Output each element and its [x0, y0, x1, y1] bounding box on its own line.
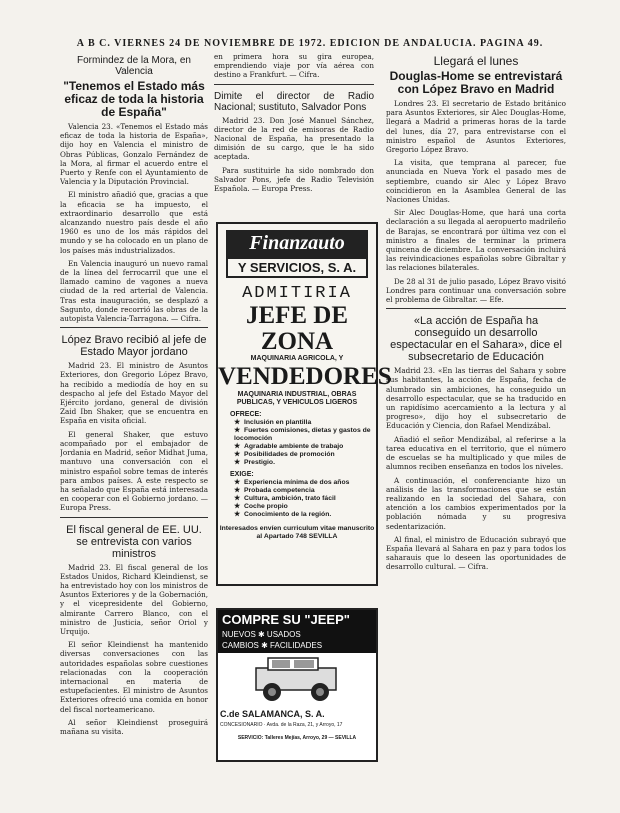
column-left: [60, 52, 208, 802]
ad-brand-sub: Y SERVICIOS, S. A.: [226, 257, 368, 278]
ad-ofrece-label: OFRECE:: [230, 411, 262, 418]
article-paragraph: Madrid 23. El fiscal general de los Estados Unidos, Richard Kleindienst, se ha entrevistado hoy con los ministros de Asuntos Exteriores y de la Gobernación, y el vicepresidente del Gobierno, almirante Carrero Blanco, con el ministro de Justicia, señor Oriol y Urquijo.: [60, 562, 208, 636]
article-paragraph: Valencia 23. «Tenemos el Estado más eficaz de toda la historia de España», dijo hoy en Valencia el ministro de Obras Públicas, Gonzalo Fernández de la Mora, al firmar el acuerdo entre el Puerto y Renfe con el Ayuntamiento de Valencia y la Diputación Provincial.: [60, 122, 208, 187]
article-kicker: Llegará el lunes: [433, 54, 519, 68]
list-item: ★ Cultura, ambición, trato fácil: [234, 495, 336, 502]
list-item: ★ Coche propio: [234, 503, 288, 510]
list-item: ★ Prestigio.: [234, 459, 275, 466]
article-headline: El fiscal general de EE. UU. se entrevista con varios ministros: [66, 523, 202, 560]
ad-exige-label: EXIGE:: [230, 471, 254, 478]
list-item: ★ Agradable ambiente de trabajo: [234, 443, 344, 450]
article-paragraph: Al final, el ministro de Educación subrayó que España llevará al Sahara en paz y para todos los saharauis que lo deseen las oportunidades de desarrollo cultural. — Cifra.: [386, 534, 566, 572]
ad-maquinaria: MAQUINARIA AGRICOLA, Y: [250, 355, 344, 362]
ad-maquinaria-2: MAQUINARIA INDUSTRIAL, OBRAS PUBLICAS, Y VEHICULOS LIGEROS: [236, 391, 358, 406]
article-headline: López Bravo recibió al jefe de Estado Mayor jordano: [61, 334, 207, 359]
article-paragraph: Londres 23. El secretario de Estado británico para Asuntos Exteriores, sir Alec Douglas-Home, llegará a Madrid a primeras horas de la tarde del lunes, día 27, para entrevistarse con el ministro español de Asuntos Exteriores, Gregorio López Bravo.: [386, 99, 566, 155]
article-paragraph: En Valencia inauguró un nuevo ramal de la línea del ferrocarril que une el llamado camino de vagones a nueva ciudad de la red arterial de Valencia. Tras esta inauguración, se desplazó a Sagunto, donde recorrió las obras de la autopista Valencia-Tarragona. — Cifra.: [60, 258, 208, 324]
finanzauto-ad: [216, 222, 392, 586]
article-paragraph: El ministro añadió que, gracias a que la eficacia se ha impuesto, el extraordinario desarrollo que está alcanzando nuestro país desde el año 1960 es uno de los más rápidos del mundo y se ha colocado en un plano de los países más industrializados.: [60, 190, 208, 255]
ad-brand: Finanzauto: [226, 230, 368, 257]
article-paragraph: Al señor Kleindienst proseguirá mañana su visita.: [60, 717, 208, 736]
article-paragraph: en primera hora su gira europea, emprendiendo viaje por vía aérea con destino a Frankfurt. — Cifra.: [214, 52, 374, 80]
dealer-service: SERVICIO: Talleres Mejías, Arroyo, 29 — SEVILLA: [237, 735, 357, 741]
column-right: [386, 52, 566, 802]
ad-jefe-zona: JEFE DE ZONA: [245, 302, 349, 355]
divider: [386, 308, 566, 309]
jeep-icon: [248, 654, 344, 706]
ad-vendedores: VENDEDORES: [218, 363, 392, 390]
ad-line: CAMBIOS ✱ FACILIDADES: [218, 640, 376, 653]
divider: [60, 327, 208, 328]
article-paragraph: El general Shaker, que estuvo acompañado por el embajador de Jordania en Madrid, señor Midhat Juma, mantuvo una conversación con el ministro español sobre temas de interés para ambos países. A este respecto se ha señalado que España está interesada en cooperar con el Gobierno jordano. — Europa Press.: [60, 429, 208, 513]
list-item: ★ Probada competencia: [234, 487, 315, 494]
column-middle: [214, 52, 374, 242]
article-paragraph: La visita, que temprana al parecer, fue anunciada en Nueva York el pasado mes de septiembre, cuando sir Alec y López Bravo coincidieron en la Asamblea General de las Naciones Unidas.: [386, 158, 566, 205]
article-paragraph: Sir Alec Douglas-Home, que hará una corta declaración a su llegada al aeropuerto madrileño de Barajas, se encontrará por última vez con el ministro a finales de terminar la primera quincena de diciembre. La conversación incluirá las reivindicaciones españolas sobre Gibraltar y las relaciones bilaterales.: [386, 208, 566, 273]
article-headline: «La acción de España ha conseguido un desarrollo espectacular en el Sahara», dice el subsecretario de Educación: [390, 315, 562, 364]
article-kicker: Formindez de la Mora, en Valencia: [77, 55, 191, 77]
article-paragraph: Madrid 23. «En las tierras del Sahara y sobre sus habitantes, la acción de España, fecha de alumbrado sin ambiciones, ha conseguido un desarrollo espectacular, que se ha traducido en un rapidísimo acercamiento a la lectura y al progreso», dijo hoy el subsecretario de Educación y Ciencia, don Rafael Mendizábal.: [386, 366, 566, 431]
dealer-name: C.de SALAMANCA, S. A.: [220, 709, 325, 719]
divider: [214, 84, 374, 85]
list-item: ★ Posibilidades de promoción: [234, 451, 335, 458]
ad-admite: ADMITIRIA: [242, 284, 352, 303]
article-headline: Dimite el director de Radio Nacional; sustituto, Salvador Pons: [214, 90, 374, 113]
jeep-ad: [216, 608, 378, 762]
article-headline: Douglas-Home se entrevistará con López Bravo en Madrid: [389, 69, 563, 96]
ad-headline: COMPRE SU "JEEP": [218, 610, 376, 629]
article-paragraph: Para sustituirle ha sido nombrado don Salvador Pons, jefe de Radio Televisión Española. — Europa Press.: [214, 165, 374, 194]
ad-footer: Interesados envíen curriculum vitae manuscrito al Apartado 748 SEVILLA: [219, 525, 375, 540]
article-paragraph: A continuación, el conferenciante hizo un análisis de las transformaciones que se están realizando en la sociedad del Sahara, con atención a los cambios experimentados por la población nómada y su progresiva sedentarización.: [386, 475, 566, 531]
divider: [60, 517, 208, 518]
article-paragraph: Madrid 23. El ministro de Asuntos Exteriores, don Gregorio López Bravo, ha recibido a mediodía de hoy en su despacho al jefe del Estado Mayor del Ejército jordano, general de división Zaid Ibn Shaker, que se encuentra en España en visita oficial.: [60, 361, 208, 426]
ad-line: NUEVOS ✱ USADOS: [218, 629, 376, 640]
article-paragraph: De 28 al 31 de julio pasado, López Bravo visitó Londres para continuar una conversación sobre el problema de Gibraltar. — Efe.: [386, 276, 566, 305]
article-paragraph: Añadió el señor Mendizábal, al referirse a la tarea educativa en el territorio, que el número de escuelas se ha multiplicado y que miles de alumnos reciben enseñanza en todos los niveles.: [386, 434, 566, 472]
article-headline: "Tenemos el Estado más eficaz de toda la historia de España": [63, 79, 205, 119]
list-item: ★ Experiencia mínima de dos años: [234, 479, 350, 486]
dealer-address: CONCESIONARIO · Avda. de la Raza, 21, y Arroyo, 17: [220, 722, 343, 728]
article-paragraph: Madrid 23. Don José Manuel Sánchez, director de la red de emisoras de Radio Nacional de España, ha presentado la dimisión de su cargo, que le ha sido aceptada.: [214, 115, 374, 162]
list-item: ★ Conocimiento de la región.: [234, 511, 332, 518]
list-item: ★ Inclusión en plantilla: [234, 419, 312, 426]
page-header: A B C. VIERNES 24 DE NOVIEMBRE DE 1972. EDICION DE ANDALUCIA. PAGINA 49.: [76, 38, 544, 49]
list-item: ★ Fuertes comisiones, dietas y gastos de locomoción: [234, 427, 371, 442]
article-paragraph: El señor Kleindienst ha mantenido diversas conversaciones con las autoridades españolas sobre cuestiones relacionadas con la cooperación internacional en materia de estupefacientes. El ministro de Asuntos Exteriores ofreció una comida en honor del fiscal norteamericano.: [60, 640, 208, 714]
